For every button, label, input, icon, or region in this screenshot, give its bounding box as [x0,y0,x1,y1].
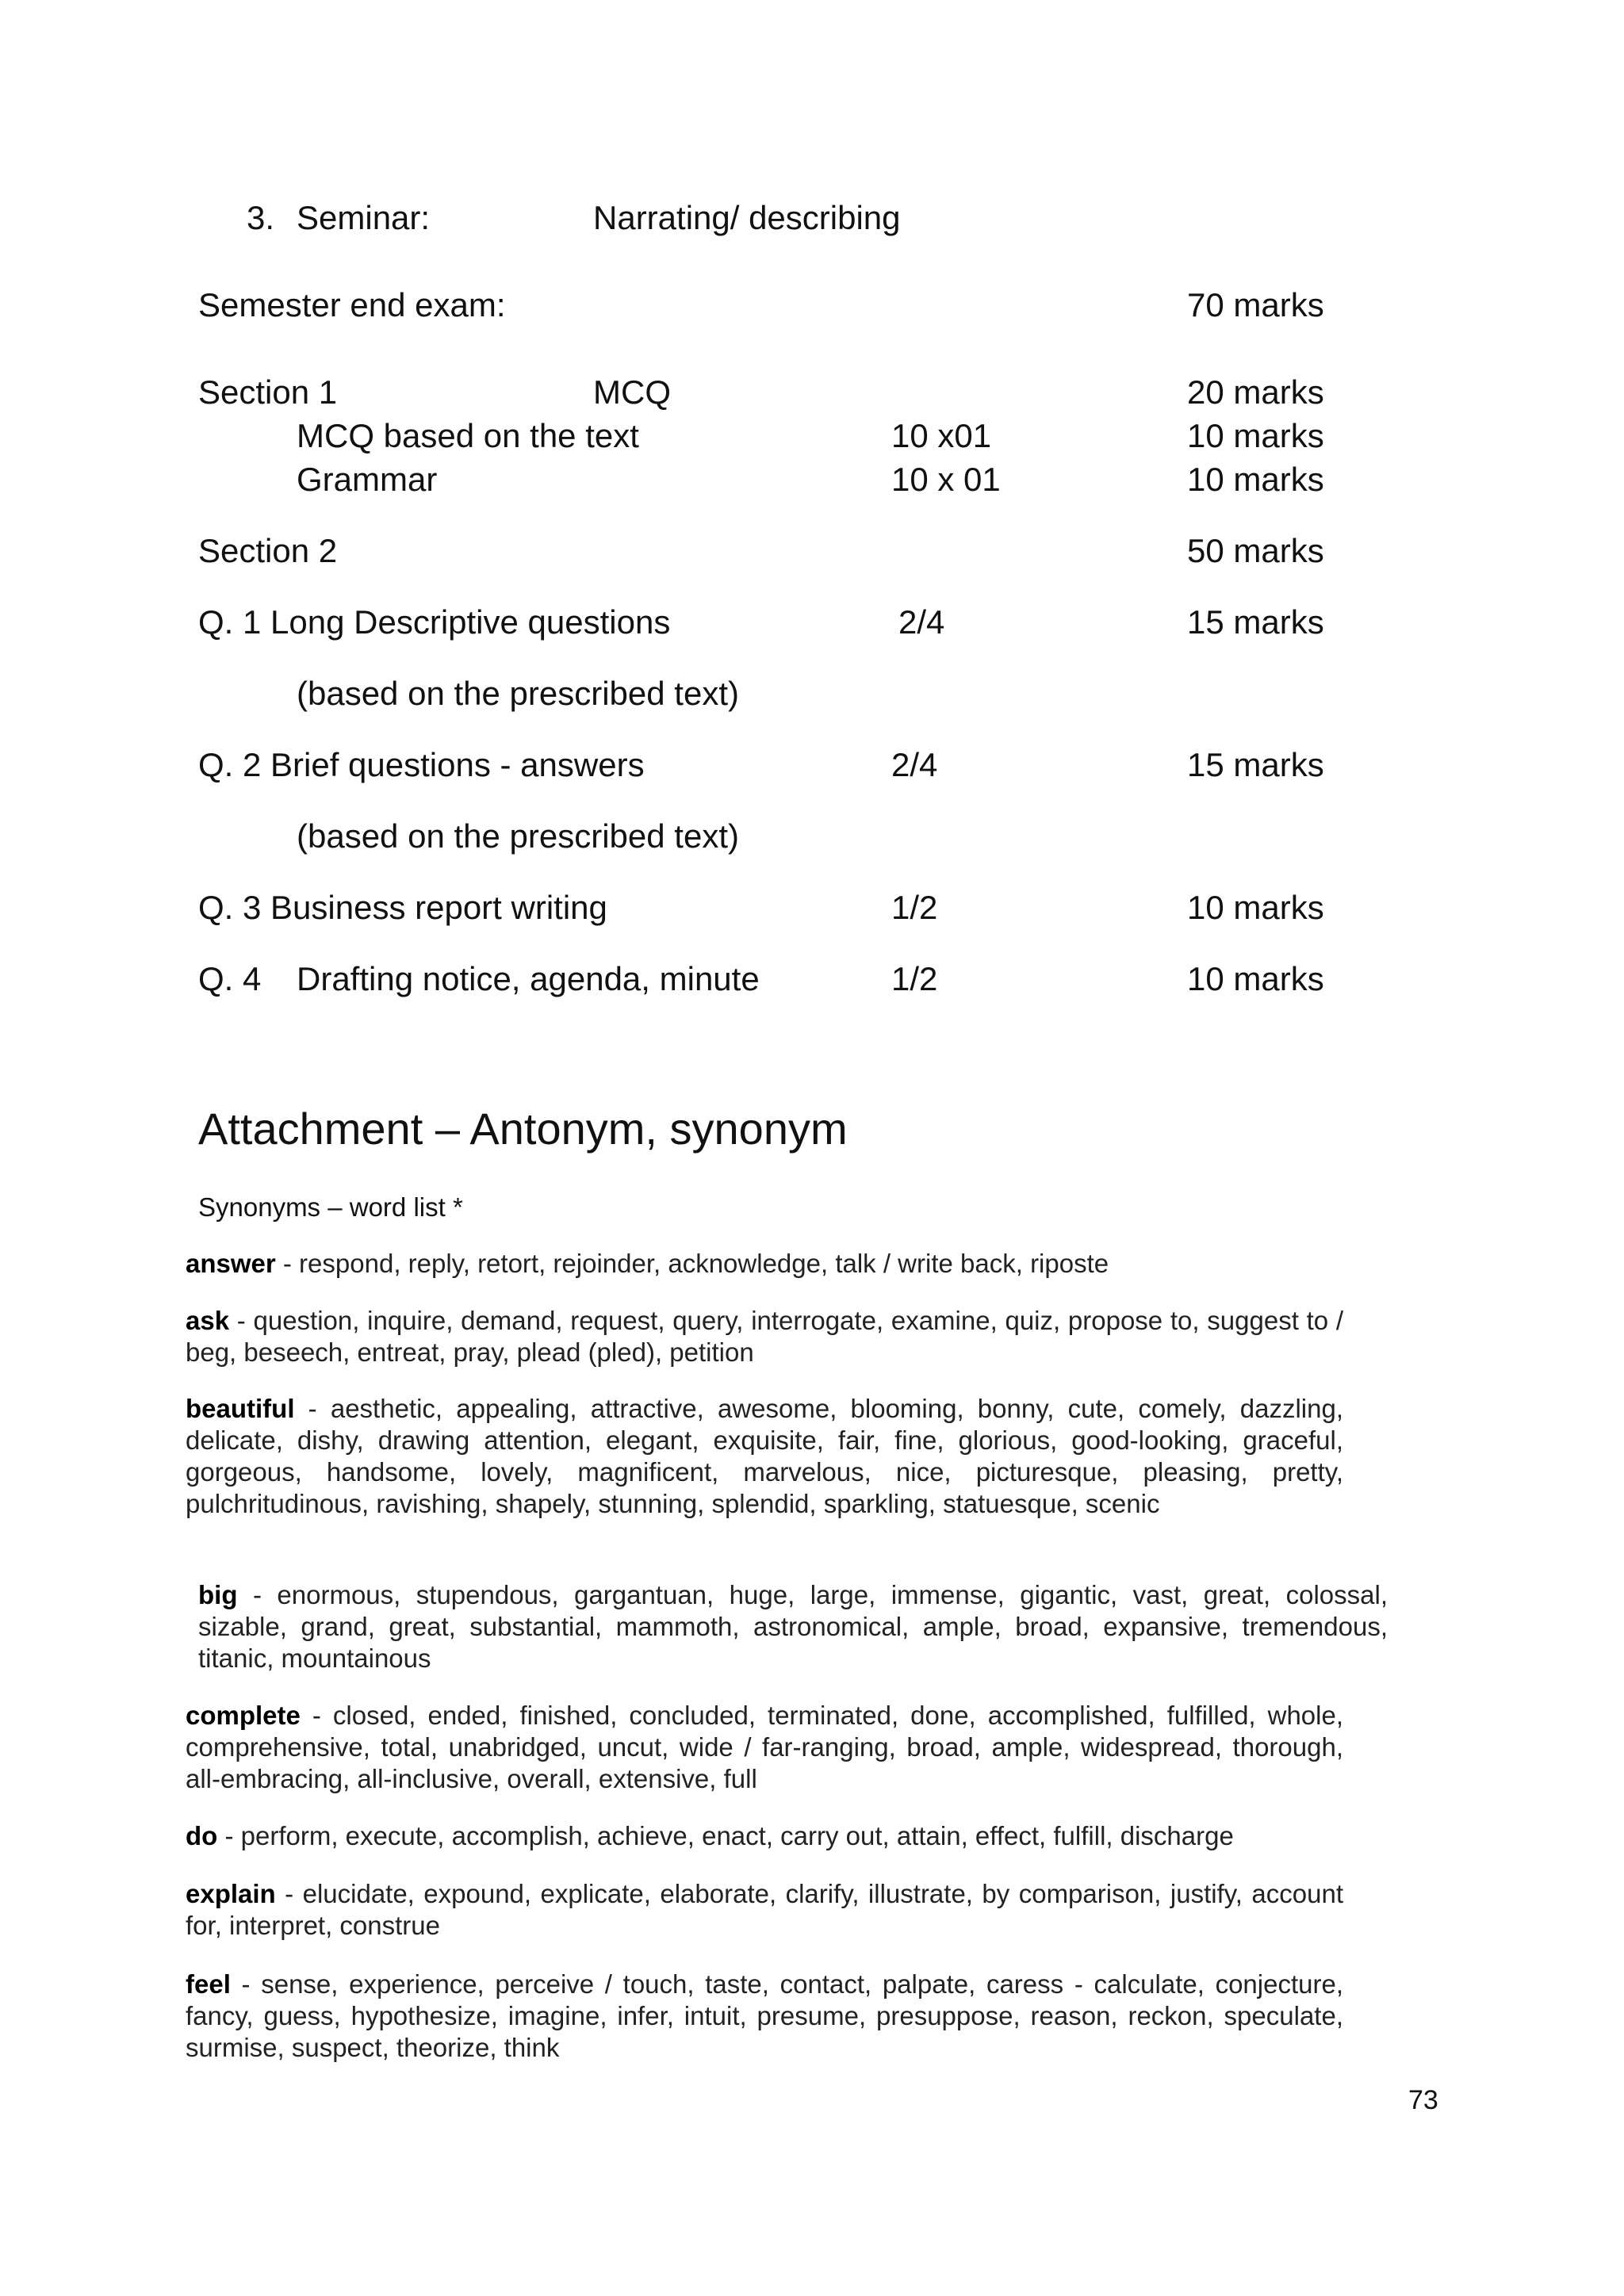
seminar-number: 3. [247,199,275,236]
question-marks: 10 marks [1187,889,1324,926]
attachment-subtitle: Synonyms – word list * [198,1192,463,1222]
seminar-topic: Narrating/ describing [593,199,901,236]
question-marks: 15 marks [1187,603,1324,641]
section1-row-count: 10 x01 [891,417,992,454]
synonym-entry [186,1305,1343,1368]
synonym-entry [186,1393,1343,1520]
entry-word: big [198,1580,238,1609]
entry-word: complete [186,1701,301,1730]
section1-marks: 20 marks [1187,373,1324,411]
synonym-entry [198,1579,1388,1674]
entry-text: - respond, reply, retort, rejoinder, acknowledge, talk / write back, riposte [275,1249,1109,1278]
question-label: Q. 2 Brief questions - answers [198,746,645,783]
synonym-entry [186,1820,1343,1852]
entry-text: - sense, experience, perceive / touch, taste, contact, palpate, caress - calculate, conjecture, fancy, guess, hypothesize, imagine, infer, intuit, presume, presuppose, reason, reckon, speculate, surmise, suspect, theorize, think [186,1969,1343,2062]
section1-label: Section 1 [198,373,338,411]
question-label: Q. 4 [198,960,262,997]
question-label: Q. 1 Long Descriptive questions [198,603,671,641]
question-count: 1/2 [891,889,938,926]
entry-word: explain [186,1879,276,1908]
entry-word: beautiful [186,1394,295,1423]
question-marks: 15 marks [1187,746,1324,783]
exam-marks: 70 marks [1187,286,1324,323]
seminar-label: Seminar: [297,199,431,236]
question-label-detail: Drafting notice, agenda, minute [297,960,760,997]
synonym-entry [186,1248,1343,1280]
page-number: 73 [1408,2085,1438,2115]
question-note: (based on the prescribed text) [297,817,739,855]
section1-row-label: Grammar [297,461,438,498]
entry-word: feel [186,1969,231,1999]
question-count: 2/4 [898,603,945,641]
question-marks: 10 marks [1187,960,1324,997]
section1-row-count: 10 x 01 [891,461,1001,498]
entry-text: - aesthetic, appealing, attractive, awesome, blooming, bonny, cute, comely, dazzling, delicate, dishy, drawing attention, elegant, exquisite, fair, fine, glorious, good-looking, graceful, gorgeous, handsome, lovely, magnificent, marvelous, nice, picturesque, pleasing, pretty, pulchritudinous, ravishing, shapely, stunning, splendid, sparkling, statuesque, scenic [186,1394,1343,1518]
entry-text: - closed, ended, finished, concluded, terminated, done, accomplished, fulfilled, whole, comprehensive, total, unabridged, uncut, wide / far-ranging, broad, ample, widespread, thorough, all-embracing, all-inclusive, overall, extensive, full [186,1701,1343,1793]
entry-text: - elucidate, expound, explicate, elaborate, clarify, illustrate, by comparison, justify, account for, interpret, construe [186,1879,1343,1940]
section2-label: Section 2 [198,532,338,569]
exam-label: Semester end exam: [198,286,506,323]
section1-row-marks: 10 marks [1187,417,1324,454]
section1-row-marks: 10 marks [1187,461,1324,498]
entry-word: ask [186,1306,230,1335]
entry-text: - enormous, stupendous, gargantuan, huge, large, immense, gigantic, vast, great, colossal, sizable, grand, great, substantial, mammoth, astronomical, ample, broad, expansive, tremendous, titanic, mountainous [198,1580,1388,1673]
question-count: 1/2 [891,960,938,997]
section2-marks: 50 marks [1187,532,1324,569]
section1-type: MCQ [593,373,671,411]
entry-word: answer [186,1249,276,1278]
entry-text: - perform, execute, accomplish, achieve, enact, carry out, attain, effect, fulfill, discharge [217,1821,1234,1850]
synonym-entry [186,1878,1343,1942]
entry-text: - question, inquire, demand, request, query, interrogate, examine, quiz, propose to, suggest to / beg, beseech, entreat, pray, plead (pled), petition [186,1306,1343,1367]
section1-row-label: MCQ based on the text [297,417,639,454]
entry-word: do [186,1821,218,1850]
synonym-entry [186,1969,1343,2064]
synonym-entry [186,1700,1343,1795]
question-label: Q. 3 Business report writing [198,889,607,926]
question-note: (based on the prescribed text) [297,675,739,712]
attachment-title: Attachment – Antonym, synonym [198,1104,848,1154]
question-count: 2/4 [891,746,938,783]
